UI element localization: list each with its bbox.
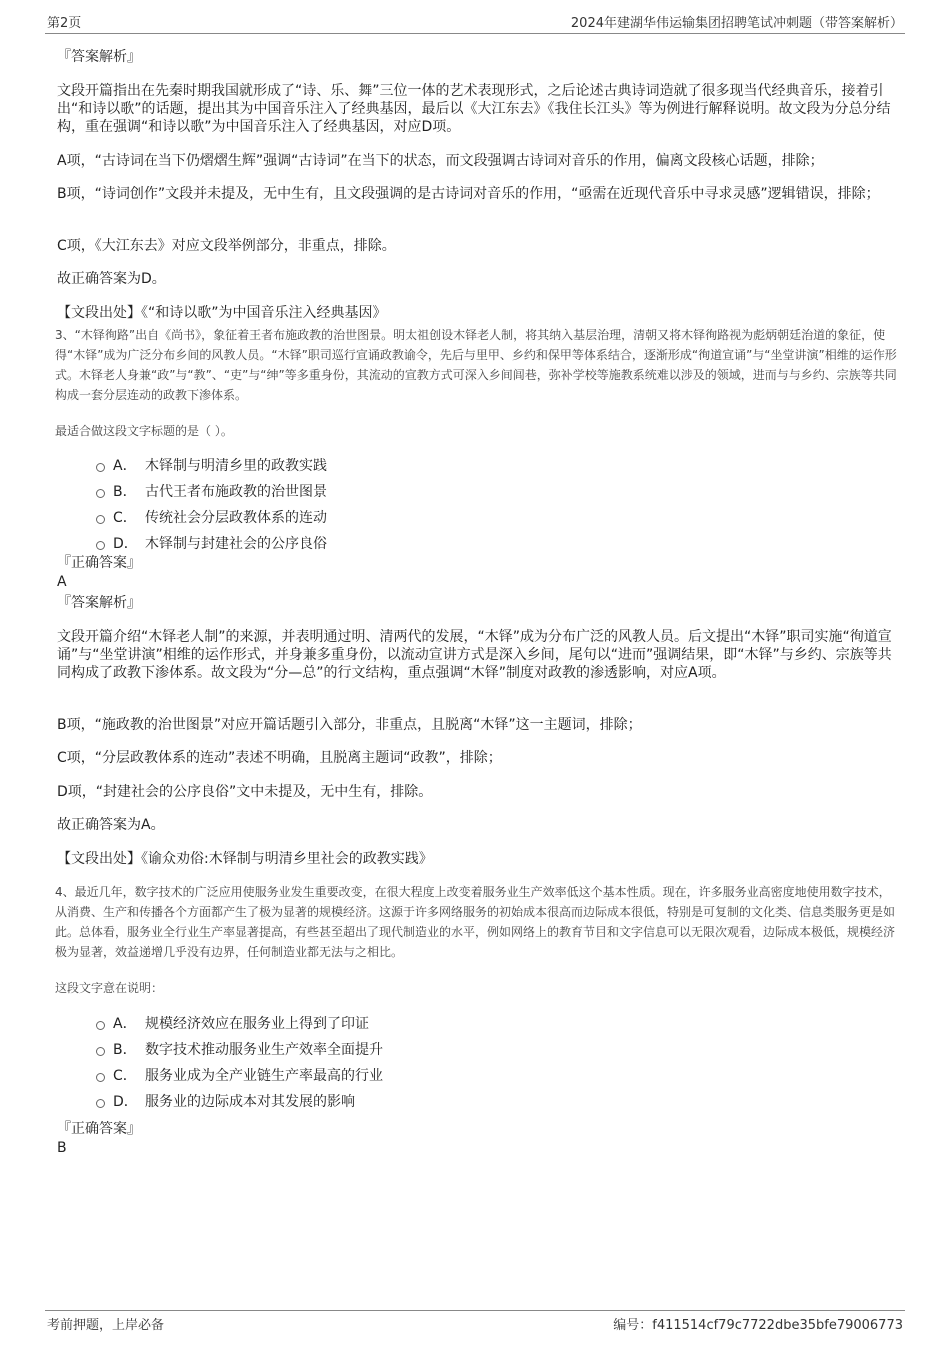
q3-option-a[interactable] [96,455,327,475]
q3-explanation-b: B项，“施政教的治世图景”对应开篇话题引入部分，非重点，且脱离“木铎”这一主题词，排除； [57,717,642,733]
q4-option-c[interactable] [96,1065,383,1085]
page-number: 第2页 [47,16,82,31]
option-text: 古代王者布施政教的治世图景 [145,484,327,500]
option-text: 服务业的边际成本对其发展的影响 [145,1094,355,1110]
footer-slogan: 考前押题，上岸必备 [47,1318,165,1333]
option-letter: A． [113,1016,137,1032]
option-letter: A． [113,458,137,474]
radio-icon[interactable] [96,515,105,524]
header-divider [45,33,905,34]
q2-explanation-b: B项，“诗词创作”文段并未提及，无中生有，且文段强调的是古诗词对音乐的作用，“亟需在近现代音乐中寻求灵感”逻辑错误，排除； [57,186,880,202]
q2-conclusion: 故正确答案为D。 [57,271,166,287]
document-title: 2024年建湖华伟运输集团招聘笔试冲刺题（带答案解析） [570,16,903,31]
radio-icon[interactable] [96,541,105,550]
q3-source: 【文段出处】《谕众劝俗:木铎制与明清乡里社会的政教实践》 [57,851,433,867]
radio-icon[interactable] [96,1021,105,1030]
q3-answer: A [57,574,67,590]
q3-question: 最适合做这段文字标题的是（ ）。 [55,424,233,438]
option-text: 服务业成为全产业链生产率最高的行业 [145,1068,383,1084]
radio-icon[interactable] [96,1047,105,1056]
radio-icon[interactable] [96,1073,105,1082]
q3-answer-label: 『正确答案』 [57,555,141,571]
option-text: 规模经济效应在服务业上得到了印证 [145,1016,369,1032]
option-letter: C． [113,1068,137,1084]
q4-option-d[interactable] [96,1091,355,1111]
q3-option-c[interactable] [96,507,327,527]
option-letter: B． [113,1042,137,1058]
q2-explanation-c: C项，《大江东去》对应文段举例部分，非重点，排除。 [57,238,396,254]
footer-divider [45,1310,905,1311]
q3-option-b[interactable] [96,481,327,501]
q4-answer: B [57,1140,67,1156]
q3-explanation-d: D项，“封建社会的公序良俗”文中未提及，无中生有，排除。 [57,784,433,800]
q4-option-a[interactable] [96,1013,369,1033]
q4-question: 这段文字意在说明： [55,981,164,995]
q3-explanation-c: C项，“分层政教体系的连动”表述不明确，且脱离主题词“政教”，排除； [57,750,502,766]
option-text: 木铎制与明清乡里的政教实践 [145,458,327,474]
q2-analysis-label: 『答案解析』 [57,49,141,65]
q3-conclusion: 故正确答案为A。 [57,817,165,833]
q3-analysis-label: 『答案解析』 [57,595,141,611]
option-letter: C． [113,510,137,526]
q3-passage: 3、“木铎徇路”出自《尚书》，象征着王者布施政教的治世图景。明太祖创设木铎老人制，将其纳入基层治理，清朝又将木铎徇路视为彪炳朝廷治道的象征，使得“木铎”成为广泛分布乡间的风教人员。“木铎”职司巡行宣诵政教谕令，先后与里甲、乡约和保甲等体系结合，逐渐形成“徇道宣诵”与“坐堂讲演”相维的运作形式。木铎老人身兼“政”与“教”、“吏”与“绅”等多重身份，其流动的宣教方式可深入乡间闾巷，弥补学校等施教系统难以涉及的领域，进而与与乡约、宗族等共同构成一套分层连动的政教下渗体系。 [55,328,897,402]
q2-explanation-a: A项，“古诗词在当下仍熠熠生辉”强调“古诗词”在当下的状态，而文段强调古诗词对音乐的作用，偏离文段核心话题，排除； [57,153,824,169]
radio-icon[interactable] [96,463,105,472]
q2-source: 【文段出处】《“和诗以歌”为中国音乐注入经典基因》 [57,305,387,321]
q3-analysis: 文段开篇介绍“木铎老人制”的来源，并表明通过明、清两代的发展，“木铎”成为分布广泛的风教人员。后文提出“木铎”职司实施“徇道宣诵”与“坐堂讲演”相维的运作形式，并身兼多重身份，以流动宣讲方式是深入乡间，尾句以“进而”强调结果，即“木铎”与乡约、宗族等共同构成了政教下渗体系。故文段为“分—总”的行文结构，重点强调“木铎”制度对政教的渗透影响，对应A项。 [57,629,892,681]
option-letter: D． [113,536,138,552]
q4-option-b[interactable] [96,1039,383,1059]
q4-answer-label: 『正确答案』 [57,1121,141,1137]
document-id: 编号：f411514cf79c7722dbe35bfe79006773 [613,1318,903,1333]
option-text: 传统社会分层政教体系的连动 [145,510,327,526]
q2-analysis: 文段开篇指出在先秦时期我国就形成了“诗、乐、舞”三位一体的艺术表现形式，之后论述古典诗词造就了很多现当代经典音乐，接着引出“和诗以歌”的话题，提出其为中国音乐注入了经典基因，最后以《大江东去》《我住长江头》等为例进行解释说明。故文段为分总分结构，重在强调“和诗以歌”为中国音乐注入了经典基因，对应D项。 [57,83,891,135]
option-text: 数字技术推动服务业生产效率全面提升 [145,1042,383,1058]
q3-option-d[interactable] [96,533,327,553]
option-letter: B． [113,484,137,500]
option-text: 木铎制与封建社会的公序良俗 [145,536,327,552]
radio-icon[interactable] [96,489,105,498]
option-letter: D． [113,1094,138,1110]
q4-passage: 4、最近几年，数字技术的广泛应用使服务业发生重要改变，在很大程度上改变着服务业生产效率低这个基本性质。现在，许多服务业高密度地使用数字技术，从消费、生产和传播各个方面都产生了极为显著的规模经济。这源于许多网络服务的初始成本很高而边际成本很低，特别是可复制的文化类、信息类服务更是如此。总体看，服务业全行业生产率显著提高，有些甚至超出了现代制造业的水平，例如网络上的教育节目和文字信息可以无限次观看，边际成本极低，规模经济极为显著，效益递增几乎没有边界，任何制造业都无法与之相比。 [55,885,896,959]
radio-icon[interactable] [96,1099,105,1108]
